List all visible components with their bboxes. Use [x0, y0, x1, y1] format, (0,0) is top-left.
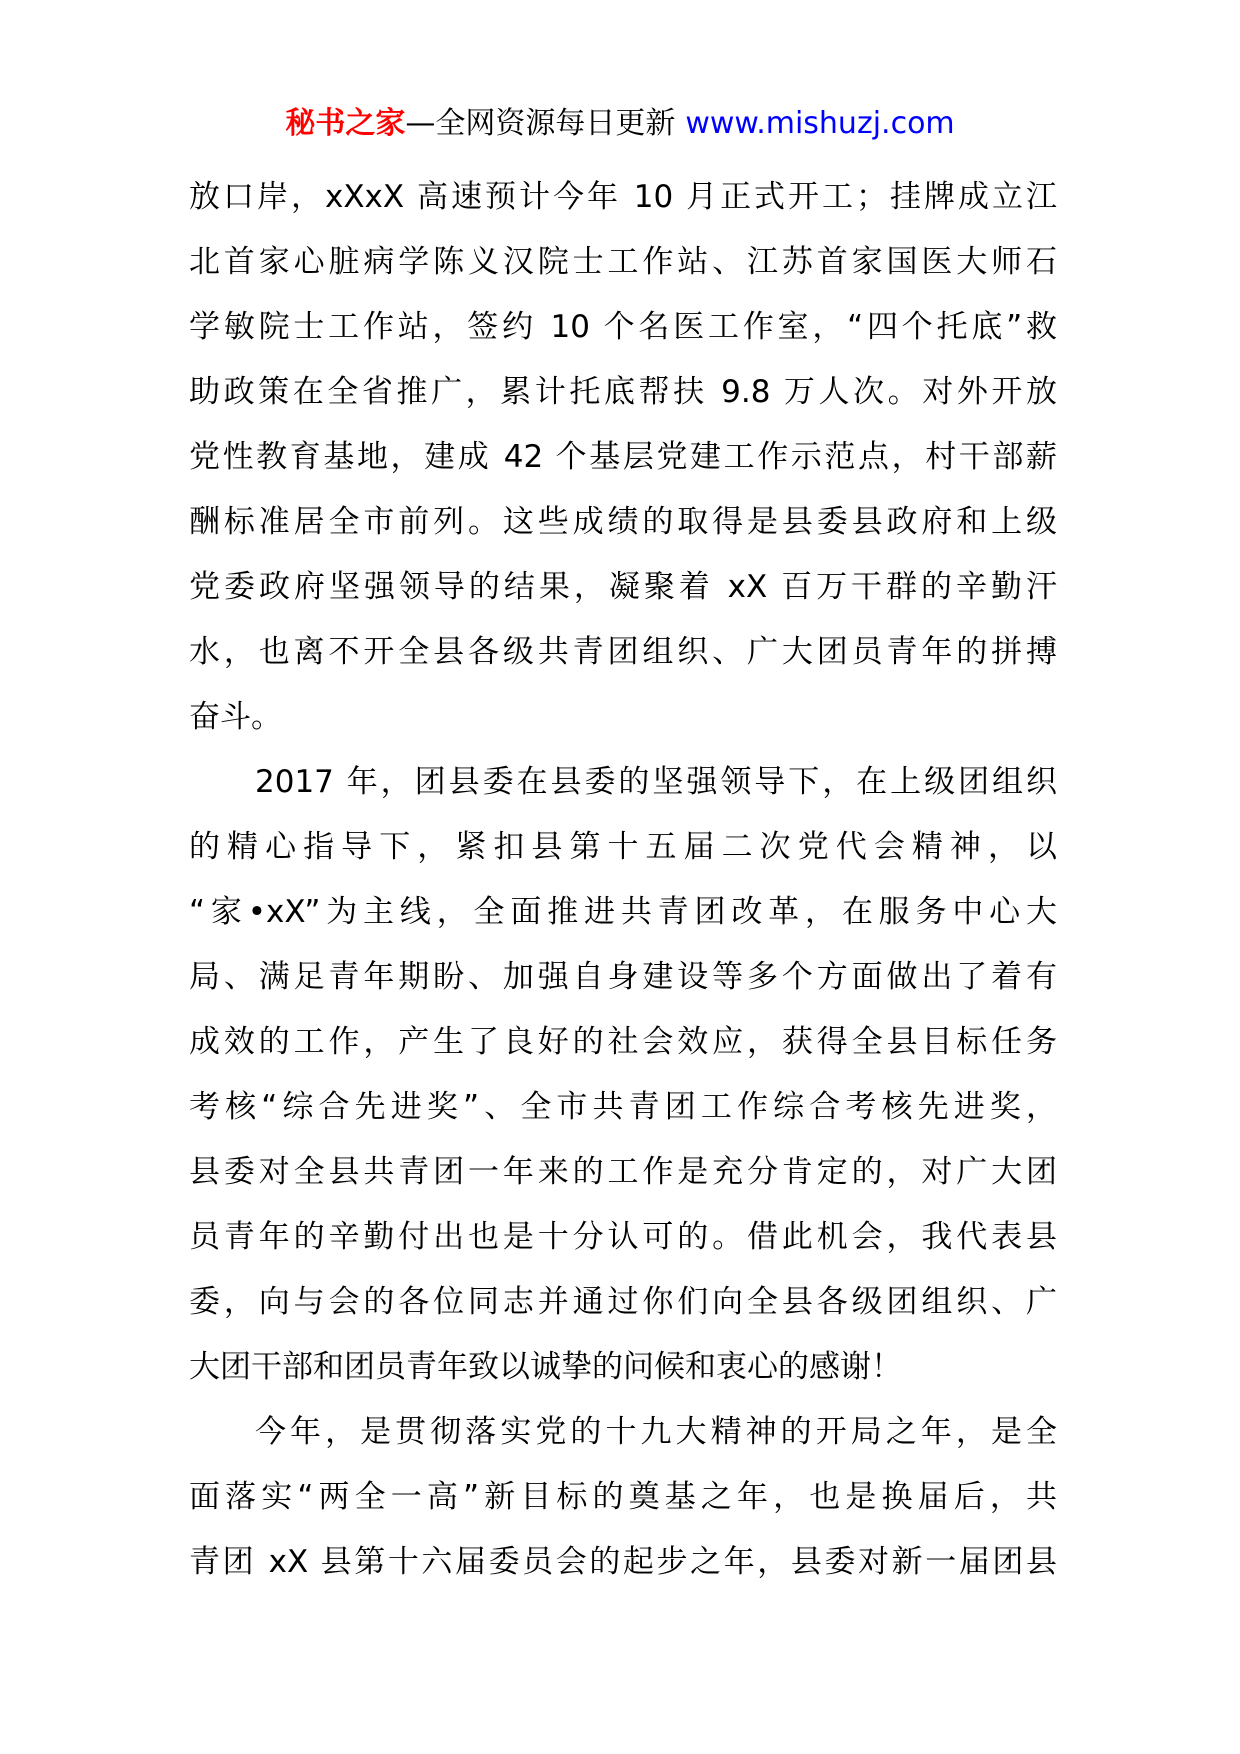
text-line: 成效的工作，产生了良好的社会效应，获得全县目标任务 [189, 1024, 1057, 1060]
text-line: “家•xX”为主线，全面推进共青团改革，在服务中心大 [189, 894, 1057, 930]
text-line: 党委政府坚强领导的结果，凝聚着 xX 百万干群的辛勤汗 [189, 569, 1057, 605]
watermark-header [0, 104, 1240, 144]
text-line: 助政策在全省推广，累计托底帮扶 9.8 万人次。对外开放 [189, 374, 1057, 410]
text-line: 今年，是贯彻落实党的十九大精神的开局之年，是全 [255, 1414, 1057, 1450]
document-body [189, 165, 1057, 1595]
text-line: 党性教育基地，建成 42 个基层党建工作示范点，村干部薪 [189, 439, 1057, 475]
text-line: 的精心指导下，紧扣县第十五届二次党代会精神，以 [189, 829, 1057, 865]
text-line: 放口岸，xXxX 高速预计今年 10 月正式开工；挂牌成立江 [189, 179, 1057, 215]
text-line: 县委对全县共青团一年来的工作是充分肯定的，对广大团 [189, 1154, 1057, 1190]
text-line: 水，也离不开全县各级共青团组织、广大团员青年的拼搏 [189, 634, 1057, 670]
text-line: 青团 xX 县第十六届委员会的起步之年，县委对新一届团县 [189, 1544, 1057, 1580]
text-line: 大团干部和团员青年致以诚挚的问候和衷心的感谢！ [189, 1349, 902, 1385]
text-line: 局、满足青年期盼、加强自身建设等多个方面做出了着有 [189, 959, 1057, 995]
text-line: 考核“综合先进奖”、全市共青团工作综合考核先进奖， [189, 1089, 1057, 1125]
text-line: 2017 年，团县委在县委的坚强领导下，在上级团组织 [255, 764, 1057, 800]
header-url[interactable]: www.mishuzj.com [685, 106, 955, 141]
text-line: 员青年的辛勤付出也是十分认可的。借此机会，我代表县 [189, 1219, 1057, 1255]
text-line: 北首家心脏病学陈义汉院士工作站、江苏首家国医大师石 [189, 244, 1057, 280]
text-line: 奋斗。 [189, 699, 282, 735]
text-line: 面落实“两全一高”新目标的奠基之年，也是换届后，共 [189, 1479, 1057, 1515]
brand-name: 秘书之家 [285, 106, 406, 141]
text-line: 学敏院士工作站，签约 10 个名医工作室，“四个托底”救 [189, 309, 1057, 345]
paragraph-3 [189, 1400, 1057, 1595]
header-tagline: —全网资源每日更新 [405, 106, 676, 141]
paragraph-1 [189, 165, 1057, 750]
text-line: 酬标准居全市前列。这些成绩的取得是县委县政府和上级 [189, 504, 1057, 540]
text-line: 委，向与会的各位同志并通过你们向全县各级团组织、广 [189, 1284, 1057, 1320]
paragraph-2 [189, 750, 1057, 1400]
